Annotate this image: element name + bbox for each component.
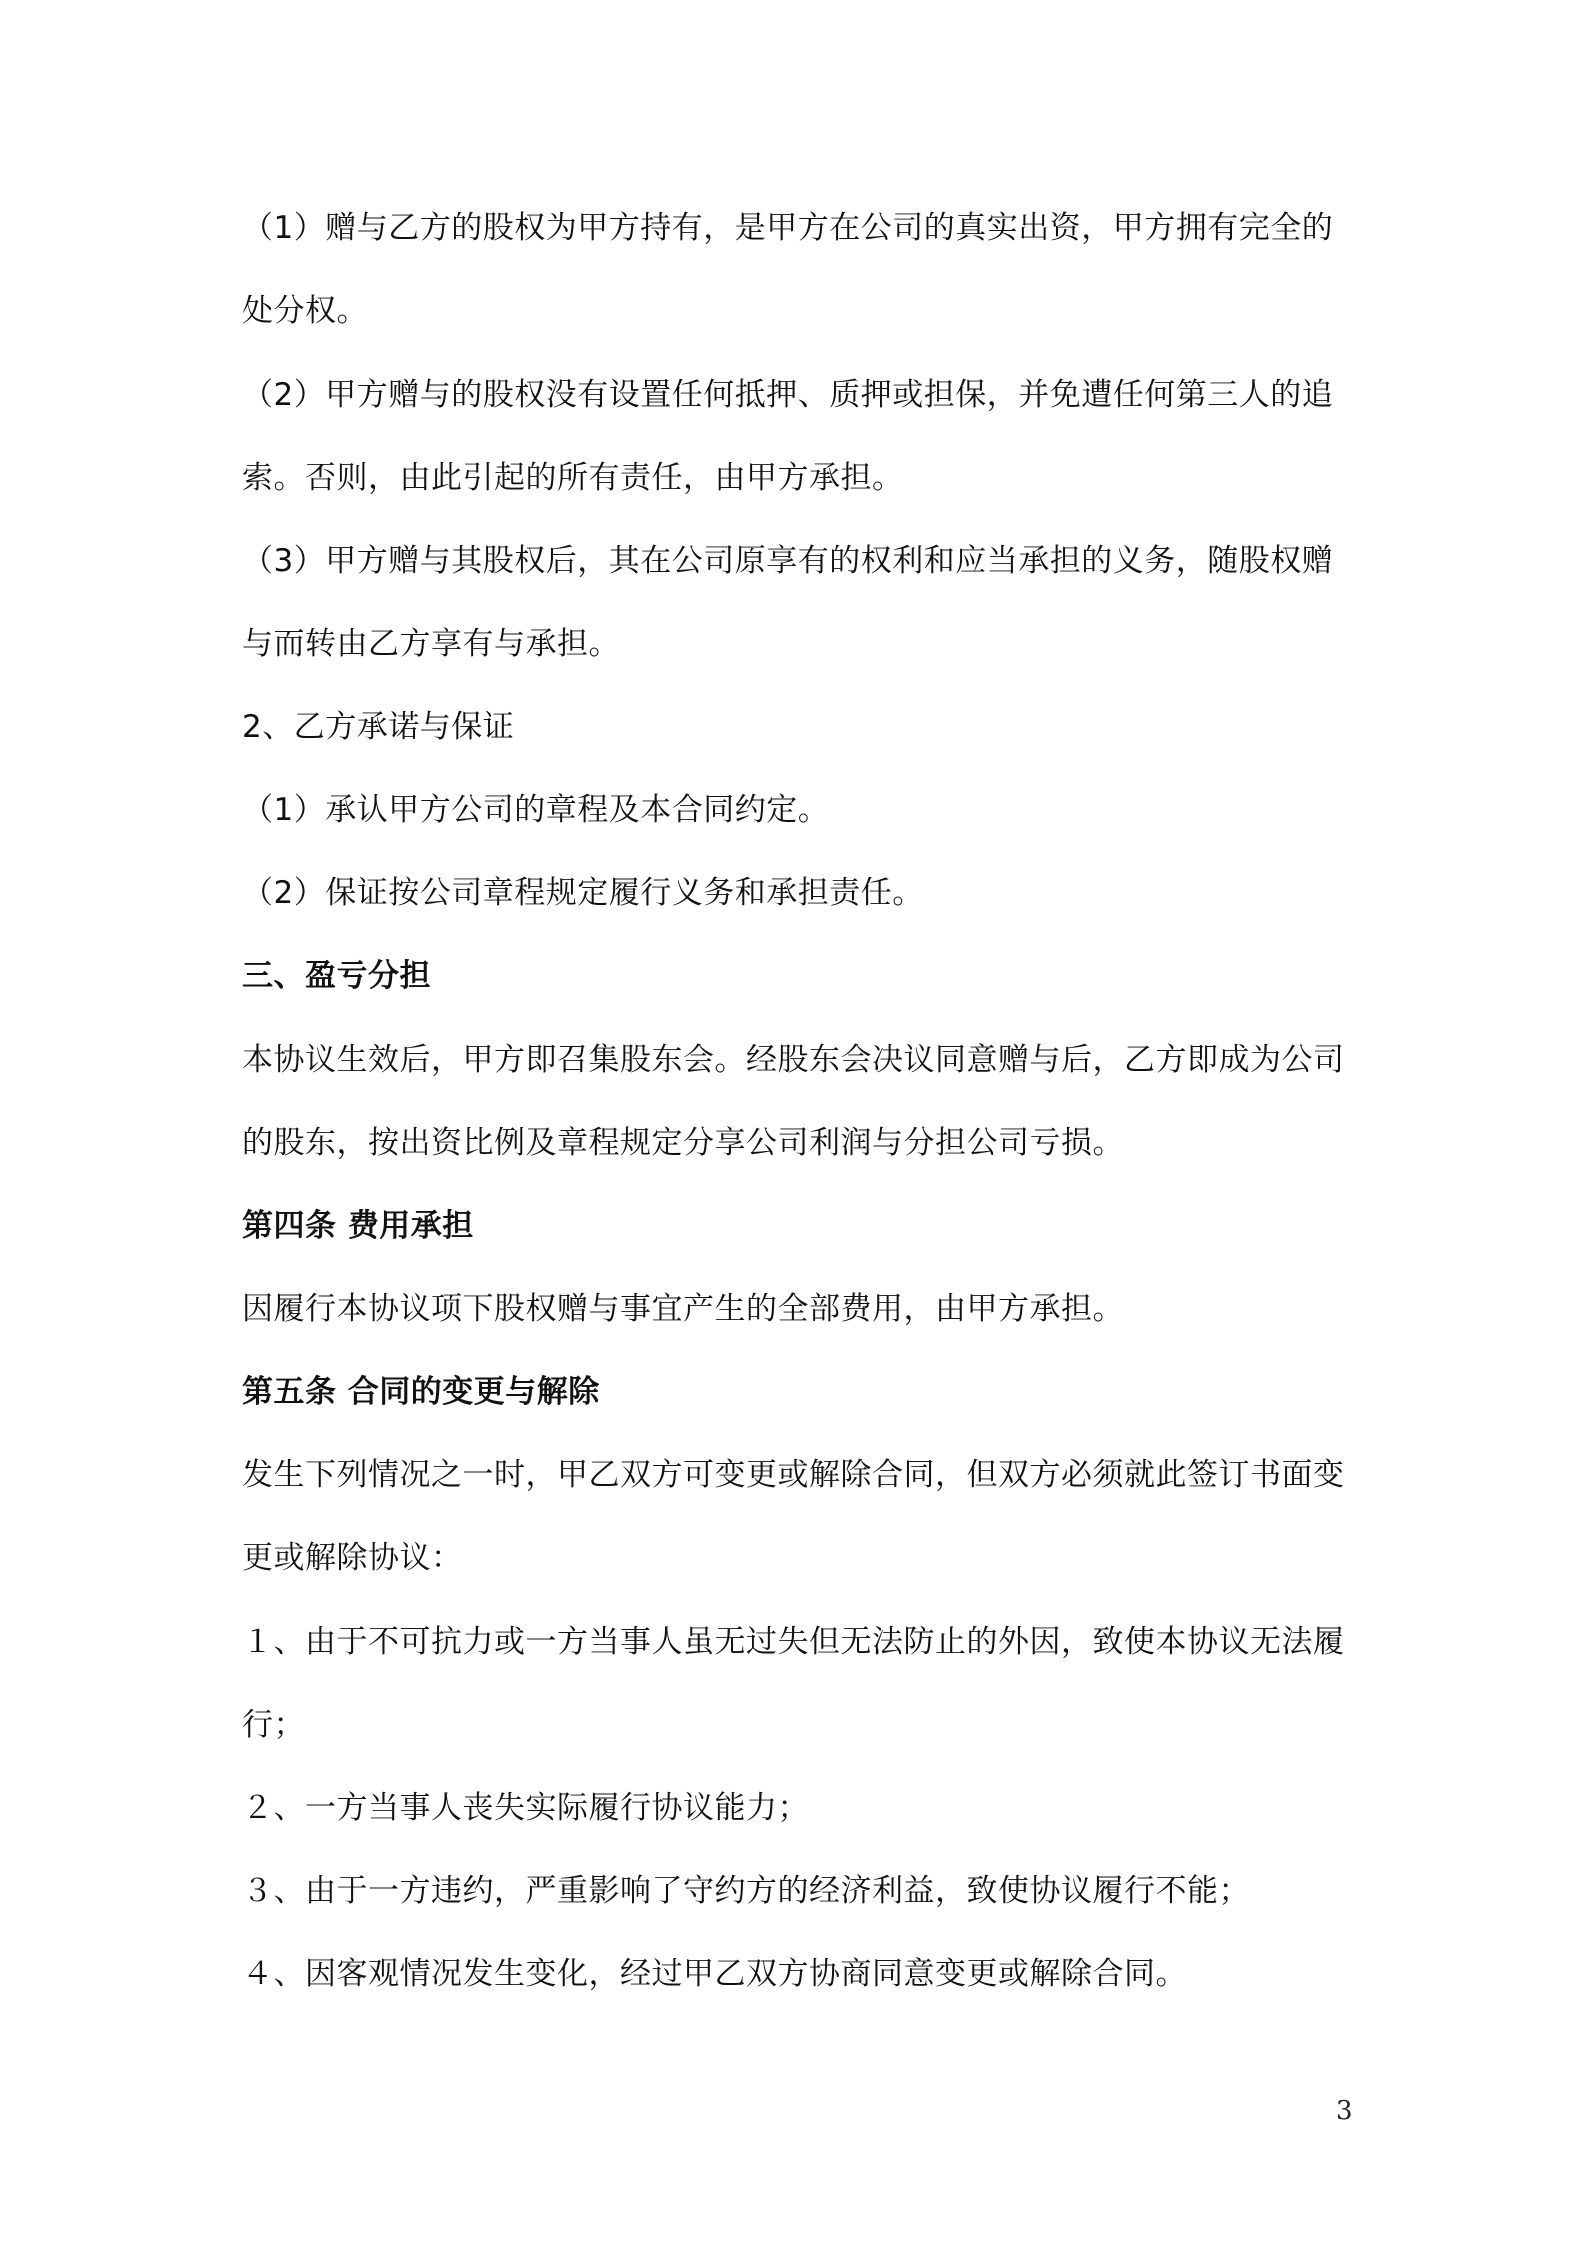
section-2-heading: 2、乙方承诺与保证 xyxy=(242,709,515,745)
article-5-item-3: ３、由于一方违约，严重影响了守约方的经济利益，致使协议履行不能； xyxy=(242,1873,1250,1909)
clause-1-item-1-line-2: 处分权。 xyxy=(242,293,368,329)
section-3-paragraph-line-2: 的股东，按出资比例及章程规定分享公司利润与分担公司亏损。 xyxy=(242,1125,1124,1161)
article-5-item-2: ２、一方当事人丧失实际履行协议能力； xyxy=(242,1790,809,1826)
article-5-intro-line-2: 更或解除协议： xyxy=(242,1540,463,1576)
article-5-heading: 第五条 合同的变更与解除 xyxy=(242,1374,600,1410)
article-5-item-4: ４、因客观情况发生变化，经过甲乙双方协商同意变更或解除合同。 xyxy=(242,1956,1187,1992)
clause-2-item-2: （2）保证按公司章程规定履行义务和承担责任。 xyxy=(242,875,924,911)
article-5-intro-line-1: 发生下列情况之一时，甲乙双方可变更或解除合同，但双方必须就此签订书面变 xyxy=(242,1457,1345,1493)
section-3-heading: 三、盈亏分担 xyxy=(242,958,431,994)
clause-2-item-1: （1）承认甲方公司的章程及本合同约定。 xyxy=(242,792,830,828)
section-3-paragraph-line-1: 本协议生效后，甲方即召集股东会。经股东会决议同意赠与后，乙方即成为公司 xyxy=(242,1042,1345,1078)
article-4-heading: 第四条 费用承担 xyxy=(242,1208,474,1244)
clause-1-item-3-line-1: （3）甲方赠与其股权后，其在公司原享有的权利和应当承担的义务，随股权赠 xyxy=(242,543,1334,579)
article-5-item-1-line-1: １、由于不可抗力或一方当事人虽无过失但无法防止的外因，致使本协议无法履 xyxy=(242,1624,1345,1660)
clause-1-item-2-line-1: （2）甲方赠与的股权没有设置任何抵押、质押或担保，并免遭任何第三人的追 xyxy=(242,377,1334,413)
clause-1-item-3-line-2: 与而转由乙方享有与承担。 xyxy=(242,626,620,662)
article-5-item-1-line-2: 行； xyxy=(242,1707,305,1743)
article-4-paragraph: 因履行本协议项下股权赠与事宜产生的全部费用，由甲方承担。 xyxy=(242,1291,1124,1327)
page-number: 3 xyxy=(1336,2096,1353,2126)
clause-1-item-1-line-1: （1）赠与乙方的股权为甲方持有，是甲方在公司的真实出资，甲方拥有完全的 xyxy=(242,210,1334,246)
clause-1-item-2-line-2: 索。否则，由此引起的所有责任，由甲方承担。 xyxy=(242,460,904,496)
